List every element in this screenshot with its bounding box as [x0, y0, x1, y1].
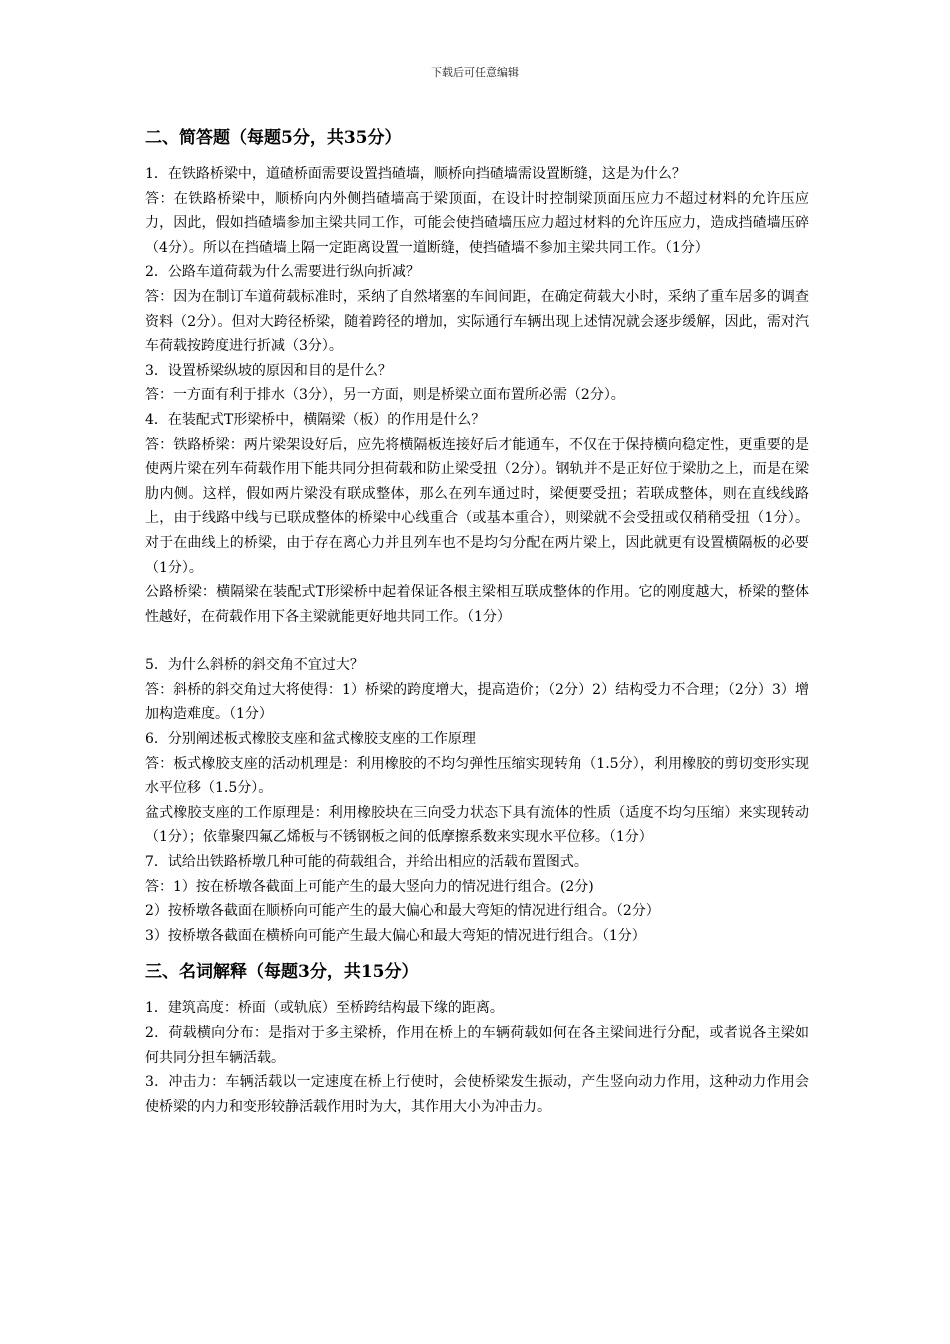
question-3: 3．设置桥梁纵坡的原因和目的是什么？ — [145, 362, 392, 379]
answer-4-highway: 公路桥梁：横隔梁在装配式T形梁桥中起着保证各根主梁相互联成整体的作用。它的刚度越大，桥梁的整体性越好，在荷载作用下各主梁就能更好地共同工作。（1分） — [145, 584, 809, 625]
answer-7-item-1: 答：1）按在桥墩各截面上可能产生的最大竖向力的情况进行组合。(2分) — [145, 878, 594, 895]
section-title-terms: 三、名词解释（每题3分，共15分） — [145, 962, 419, 983]
answer-4-railway: 答：铁路桥梁：两片梁架设好后，应先将横隔板连接好后才能通车，不仅在于保持横向稳定性，更重要的是使两片梁在列车荷载作用下能共同分担荷载和防止梁受扭（2分）。钢轨并不是正好位于梁肋之上，而是在梁肋内侧。这样，假如两片梁没有联成整体，那么在列车通过时，梁便要受扭；若联成整体，则在直线线路上，由于线路中线与已联成整体的桥梁中心线重合（或基本重合），则梁就不会受扭或仅稍稍受扭（1分）。对于在曲线上的桥梁，由于存在离心力并且列车也不是均匀分配在两片梁上，因此就更有设置横隔板的必要（1分）。 — [145, 436, 809, 576]
question-1: 1．在铁路桥梁中，道碴桥面需要设置挡碴墙，顺桥向挡碴墙需设置断缝，这是为什么？ — [145, 166, 686, 182]
term-3: 3．冲击力：车辆活载以一定速度在桥上行使时，会使桥梁发生振动，产生竖向动力作用，这种动力作用会使桥梁的内力和变形较静活载作用时为大，其作用大小为冲击力。 — [145, 1074, 809, 1115]
answer-6-pot-bearing: 盆式橡胶支座的工作原理是：利用橡胶块在三向受力状态下具有流体的性质（适度不均匀压缩）来实现转动（1分）；依靠聚四氟乙烯板与不锈钢板之间的低摩擦系数来实现水平位移。（1分） — [145, 804, 809, 846]
question-6: 6．分别阐述板式橡胶支座和盆式橡胶支座的工作原理 — [145, 731, 476, 748]
answer-7-item-3: 3）按桥墩各截面在横桥向可能产生最大偏心和最大弯矩的情况进行组合。（1分） — [145, 927, 646, 944]
question-2: 2．公路车道荷载为什么需要进行纵向折减？ — [145, 264, 420, 281]
answer-7-item-2: 2）按桥墩各截面在顺桥向可能产生的最大偏心和最大弯矩的情况进行组合。（2分） — [145, 903, 660, 920]
answer-2: 答：因为在制订车道荷载标准时，采纳了自然堵塞的车间间距，在确定荷载大小时，采纳了重车居多的调查资料（2分）。但对大跨径桥梁，随着跨径的增加，实际通行车辆出现上述情况就会逐步缓解，因此，需对汽车荷载按跨度进行折减（3分）。 — [145, 288, 809, 355]
question-5: 5．为什么斜桥的斜交角不宜过大？ — [145, 657, 364, 674]
paragraph-gap — [145, 629, 809, 653]
term-2: 2．荷载横向分布：是指对于多主梁桥，作用在桥上的车辆荷载如何在各主梁间进行分配，或者说各主梁如何共同分担车辆活载。 — [145, 1025, 809, 1066]
page-header: 下载后可任意编辑 — [431, 66, 519, 79]
answer-1: 答：在铁路桥梁中，顺桥向内外侧挡碴墙高于梁顶面，在设计时控制梁顶面压应力不超过材料的允许压应力，因此，假如挡碴墙参加主梁共同工作，可能会使挡碴墙压应力超过材料的允许压应力，造成挡碴墙压碎（4分）。所以在挡碴墙上隔一定距离设置一道断缝，使挡碴墙不参加主梁共同工作。（1分） — [145, 190, 809, 256]
question-4: 4．在装配式T形梁桥中，横隔梁（板）的作用是什么？ — [145, 411, 486, 428]
answer-5: 答：斜桥的斜交角过大将使得：1）桥梁的跨度增大，提高造价；（2分）2）结构受力不合理；（2分）3）增加构造难度。（1分） — [145, 681, 809, 723]
answer-3: 答：一方面有利于排水（3分），另一方面，则是桥梁立面布置所必需（2分）。 — [145, 387, 625, 404]
section-title-short-answer: 二、简答题（每题5分，共35分） — [145, 128, 402, 148]
document-body — [145, 124, 809, 1119]
answer-6-plate-bearing: 答：板式橡胶支座的活动机理是：利用橡胶的不均匀弹性压缩实现转角（1.5分），利用橡胶的剪切变形实现水平位移（1.5分）。 — [145, 755, 809, 797]
term-1: 1．建筑高度：桥面（或轨底）至桥跨结构最下缘的距离。 — [145, 1000, 504, 1017]
question-7: 7．试给出铁路桥墩几种可能的荷载组合，并给出相应的活载布置图式。 — [145, 854, 588, 871]
